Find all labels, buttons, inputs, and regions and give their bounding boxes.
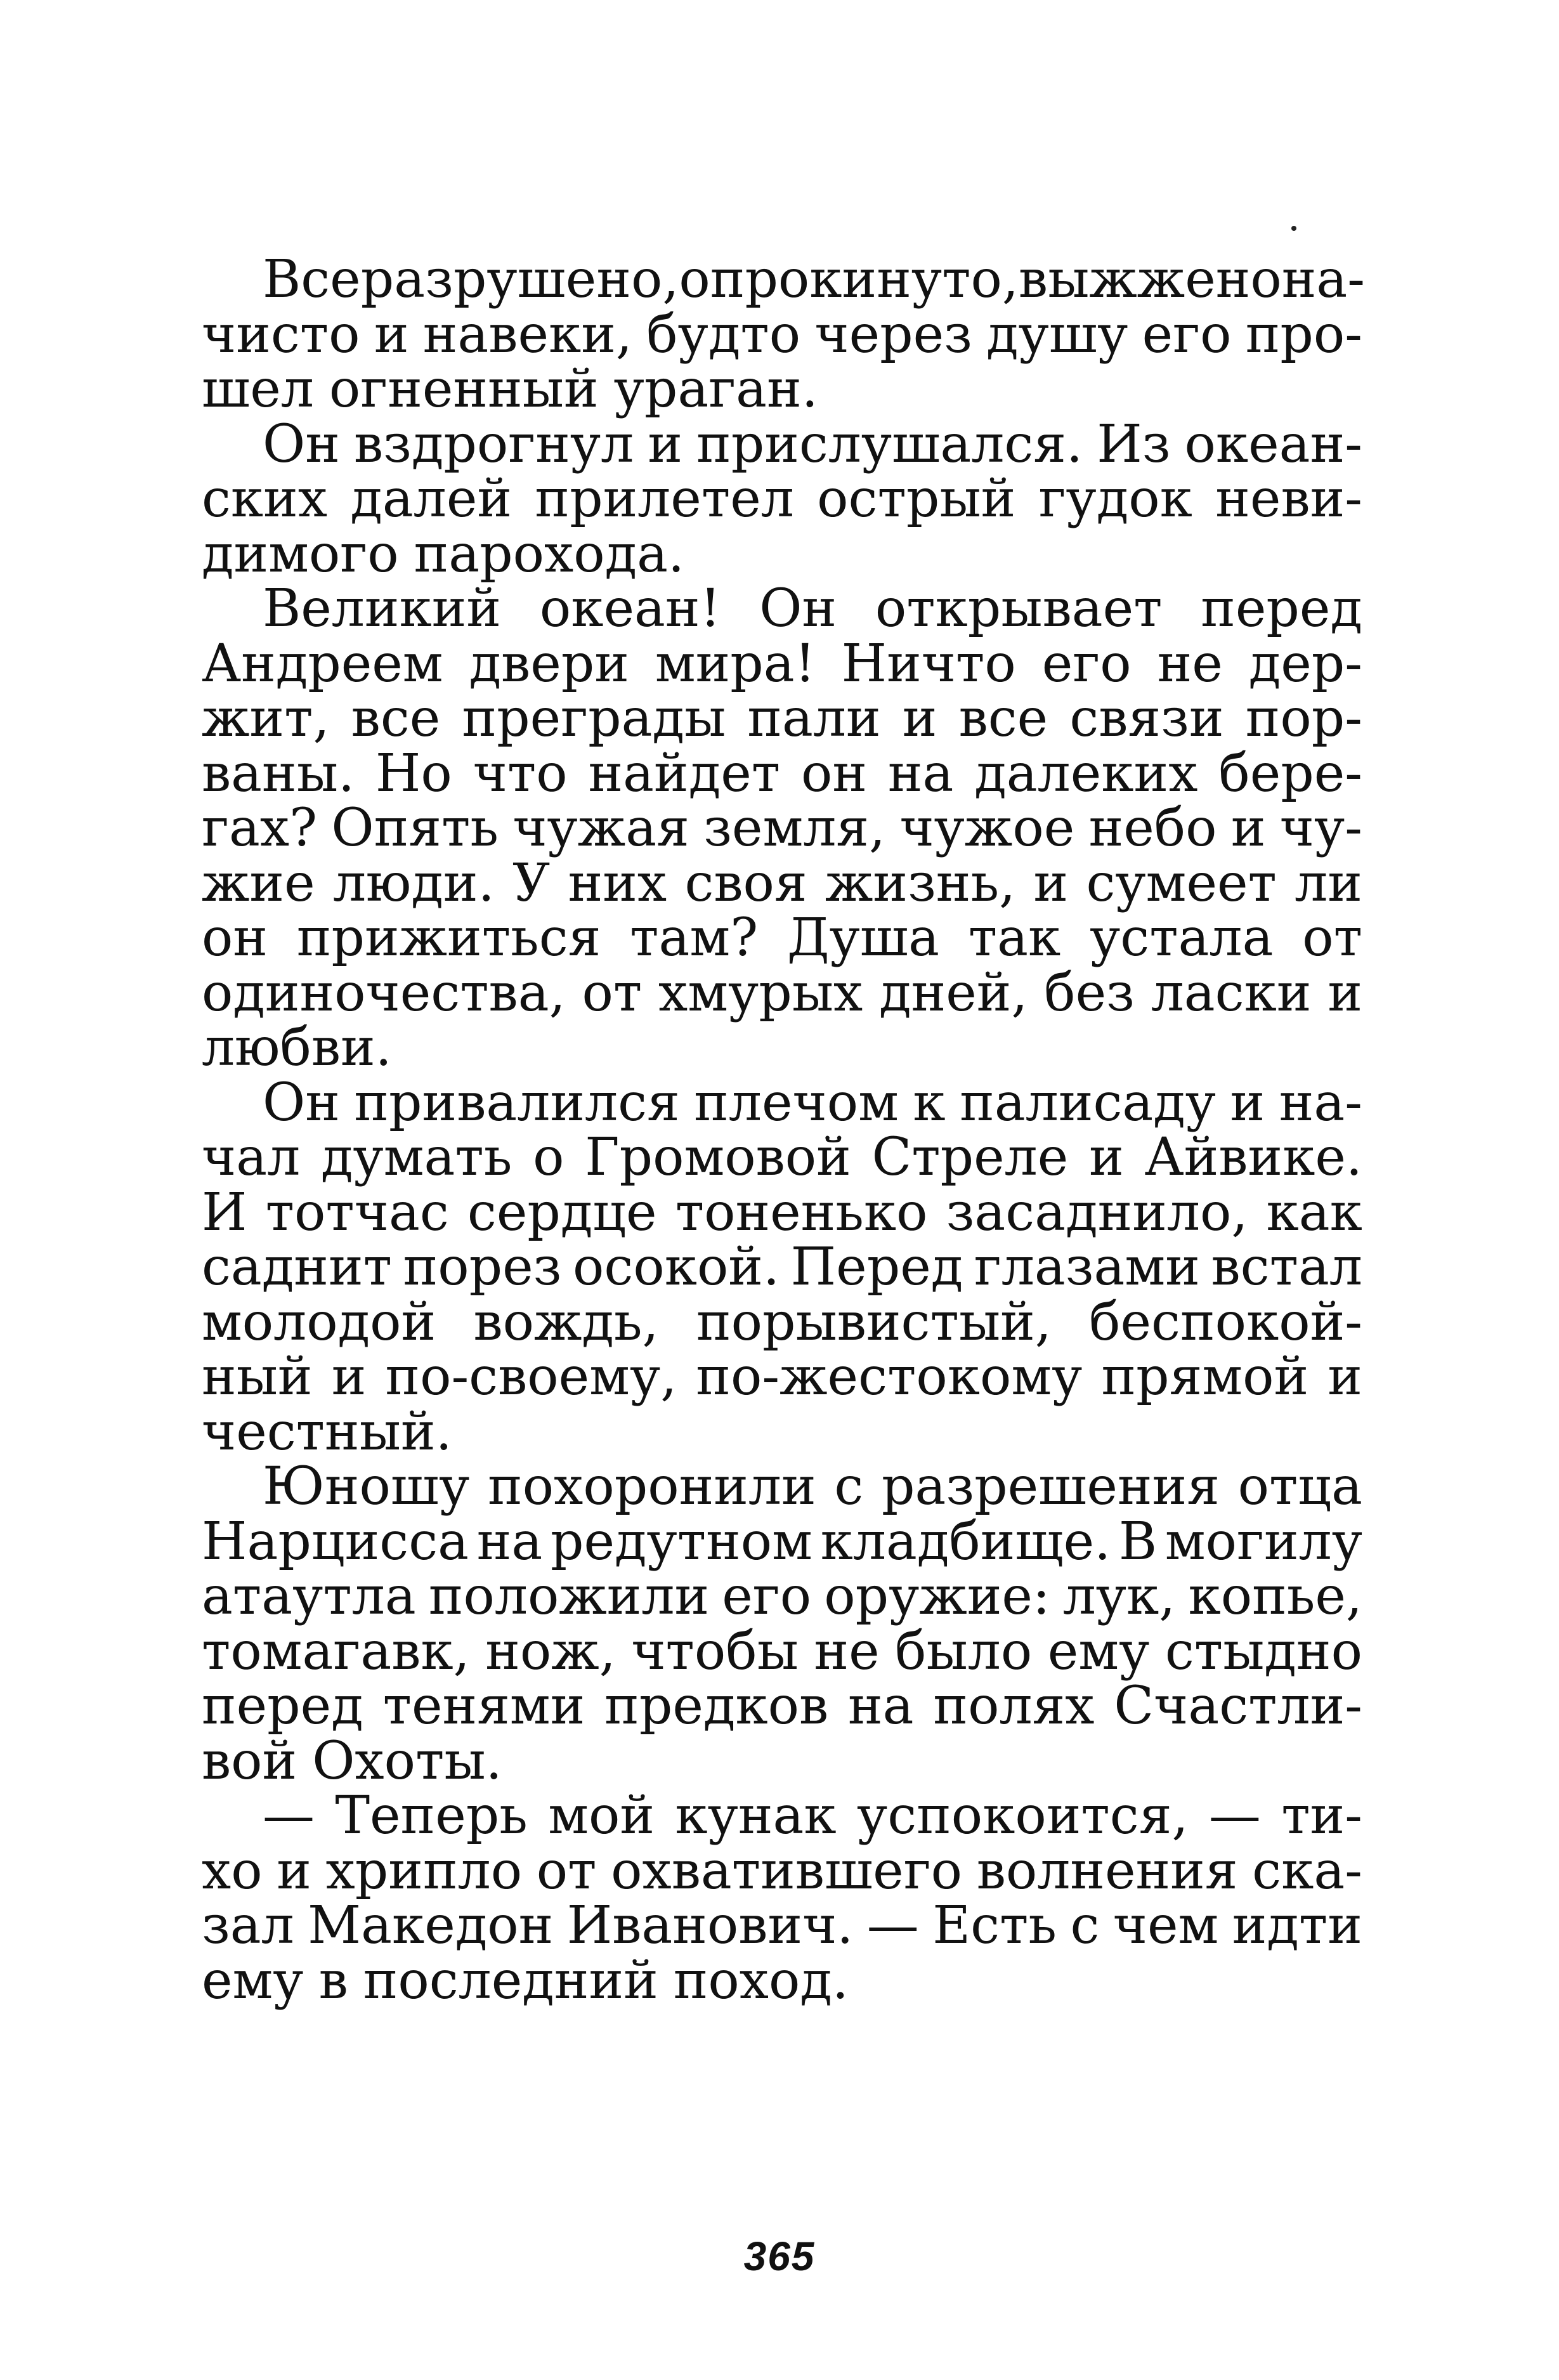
word: ласки (1151, 962, 1312, 1023)
word: его (722, 1566, 812, 1626)
text-line (202, 1895, 1362, 1956)
word: далей (350, 469, 512, 529)
word: его (1142, 304, 1232, 365)
word: — (263, 1786, 315, 1846)
text-line (202, 1511, 1362, 1572)
word: томагавк, (202, 1621, 470, 1682)
text-line (202, 1291, 1362, 1352)
text-line (202, 249, 1366, 310)
word: ный (202, 1347, 313, 1407)
word: без (1044, 962, 1135, 1023)
word: перед (202, 1676, 363, 1736)
word: атаутла (202, 1566, 416, 1626)
word: засаднило, (946, 1182, 1248, 1243)
word: кунак (675, 1786, 837, 1846)
word: жит, (202, 688, 330, 749)
word: разрушено, (360, 249, 679, 310)
text-line (202, 1017, 1362, 1078)
word: навеки, (422, 304, 632, 365)
text-line (202, 1401, 1362, 1462)
word: было (895, 1621, 1033, 1682)
word: на- (1281, 249, 1366, 310)
word: ему (1047, 1621, 1150, 1682)
word: копье, (1188, 1566, 1362, 1626)
word: Счастли- (1114, 1676, 1362, 1736)
word: вождь, (473, 1291, 659, 1352)
word: сумеет (1086, 853, 1277, 913)
word: чужая (512, 798, 689, 858)
word: шел (202, 359, 314, 419)
word: Иванович. (566, 1895, 854, 1956)
word: мира! (655, 633, 816, 694)
word: чем (1112, 1895, 1219, 1956)
word: люди. (332, 853, 495, 913)
word: связи (1069, 688, 1224, 749)
word: хо (202, 1840, 263, 1901)
word: чтобы (631, 1621, 799, 1682)
word: все (351, 688, 441, 749)
word: отца (1237, 1456, 1362, 1517)
word: тотчас (265, 1182, 449, 1243)
word: на (476, 1511, 543, 1572)
word: своя (684, 853, 807, 913)
word: одиночества, (202, 962, 566, 1023)
text-line (202, 1347, 1362, 1407)
word: кладбище. (820, 1511, 1111, 1572)
word: ти- (1281, 1786, 1362, 1846)
text-line (202, 1566, 1362, 1626)
word: порез (403, 1237, 562, 1297)
word: выжжено (1018, 249, 1282, 310)
word: — (866, 1895, 919, 1956)
word: ских (202, 469, 328, 529)
word: и (1327, 1347, 1362, 1407)
text-line (202, 962, 1362, 1023)
word: и (277, 1840, 311, 1901)
word: и (374, 304, 409, 365)
word: не (1157, 633, 1223, 694)
word: Громовой (585, 1127, 851, 1187)
word: палисаду (960, 1072, 1217, 1133)
text-line (202, 1730, 1362, 1791)
word: все (958, 688, 1048, 749)
word: чал (202, 1127, 301, 1187)
word: перед (1201, 579, 1362, 639)
word: охватившего (611, 1840, 963, 1901)
word: небо (1088, 798, 1217, 858)
text-line (202, 469, 1362, 529)
word: двери (469, 633, 629, 694)
word: успокоится, (856, 1786, 1189, 1846)
word: тенями (382, 1676, 585, 1736)
word: беспокой- (1089, 1291, 1362, 1352)
word: Охоты. (312, 1730, 502, 1791)
word: стыдно (1164, 1621, 1362, 1682)
word: по-своему, (385, 1347, 677, 1407)
word: зал (202, 1895, 294, 1956)
text-line (202, 1237, 1362, 1297)
word: ли (1295, 853, 1362, 913)
print-speck (1291, 226, 1296, 231)
word: порывистый, (696, 1291, 1052, 1352)
word: поход. (673, 1950, 849, 2011)
word: устала (1090, 908, 1274, 968)
text-line (202, 908, 1362, 968)
word: от (582, 962, 643, 1023)
text-line (202, 1840, 1362, 1901)
word: гах? (202, 798, 318, 858)
word: по-жестокому (696, 1347, 1083, 1407)
word: прижиться (296, 908, 601, 968)
word: предков (604, 1676, 829, 1736)
word: далеких (974, 743, 1198, 804)
word: плечом (694, 1072, 899, 1133)
word: его (1041, 633, 1132, 694)
word: идти (1232, 1895, 1362, 1956)
word: о (533, 1127, 564, 1187)
word: осокой. (573, 1237, 780, 1297)
text-line (202, 743, 1362, 804)
word: хрипло (325, 1840, 523, 1901)
text-line (202, 1456, 1362, 1517)
word: огненный (329, 359, 599, 419)
word: будто (646, 304, 801, 365)
word: и (648, 414, 682, 474)
word: и (902, 688, 937, 749)
word: оружие: (824, 1566, 1050, 1626)
word: как (1266, 1182, 1362, 1243)
word: ска- (1252, 1840, 1362, 1901)
word: не (814, 1621, 880, 1682)
word: с (834, 1456, 864, 1517)
word: так (968, 908, 1061, 968)
word: Македон (308, 1895, 554, 1956)
word: хмурых (658, 962, 863, 1023)
word: полях (933, 1676, 1095, 1736)
word: Перед (790, 1237, 963, 1297)
page-number: 365 (743, 2233, 816, 2279)
word: прямой (1101, 1347, 1309, 1407)
word: Стреле (871, 1127, 1069, 1187)
word: чужое (899, 798, 1075, 858)
text-line (202, 633, 1362, 694)
word: саднит (202, 1237, 392, 1297)
word: прислушался. (696, 414, 1083, 474)
word: земля, (703, 798, 886, 858)
word: Душа (786, 908, 939, 968)
word: положили (428, 1566, 710, 1626)
word: на (848, 1676, 914, 1736)
word: честный. (202, 1401, 452, 1462)
word: в (318, 1950, 348, 2011)
word: жизнь, (825, 853, 1016, 913)
word: гудок (1038, 469, 1192, 529)
word: Ничто (841, 633, 1016, 694)
text-line (202, 1621, 1362, 1682)
word: Он (263, 1072, 340, 1133)
word: Он (263, 414, 340, 474)
text-line (202, 1072, 1362, 1133)
word: ваны. (202, 743, 355, 804)
word: с (1070, 1895, 1100, 1956)
word: У (512, 853, 551, 913)
word: и (1230, 1072, 1265, 1133)
word: димого (202, 523, 399, 584)
word: и (1033, 853, 1069, 913)
word: Он (759, 579, 837, 639)
word: неви- (1215, 469, 1362, 529)
word: от (1302, 908, 1362, 968)
word: опрокинуто, (679, 249, 1019, 310)
word: душу (986, 304, 1128, 365)
word: вой (202, 1730, 297, 1791)
word: ураган. (613, 359, 818, 419)
word: Андреем (202, 633, 443, 694)
word: Юношу (263, 1456, 470, 1517)
word: Великий (263, 579, 502, 639)
text-line (202, 304, 1362, 365)
word: пор- (1245, 688, 1362, 749)
word: Все (263, 249, 361, 310)
text-line (202, 1182, 1362, 1243)
word: прилетел (535, 469, 794, 529)
word: Опять (331, 798, 499, 858)
word: любви. (202, 1017, 392, 1078)
word: океан! (539, 579, 721, 639)
text-line (202, 688, 1362, 749)
word: чисто (202, 304, 360, 365)
word: В (1118, 1511, 1158, 1572)
word: жие (202, 853, 315, 913)
word: на (887, 743, 954, 804)
word: к (913, 1072, 946, 1133)
word: — (1208, 1786, 1261, 1846)
word: пали (747, 688, 881, 749)
word: последний (363, 1950, 658, 2011)
body-text (202, 249, 1366, 2011)
word: на- (1279, 1072, 1362, 1133)
word: найдет (588, 743, 781, 804)
text-line (202, 359, 1362, 419)
word: молодой (202, 1291, 436, 1352)
word: них (568, 853, 667, 913)
word: Но (375, 743, 452, 804)
word: думать (320, 1127, 512, 1187)
word: и (1089, 1127, 1124, 1187)
word: он (202, 908, 268, 968)
word: похоронили (488, 1456, 816, 1517)
word: Теперь (335, 1786, 528, 1846)
word: океан- (1184, 414, 1362, 474)
word: встал (1211, 1237, 1362, 1297)
text-line (202, 798, 1362, 858)
word: глазами (974, 1237, 1200, 1297)
word: и (1230, 798, 1266, 858)
word: про- (1245, 304, 1362, 365)
word: чу- (1279, 798, 1362, 858)
word: волнения (976, 1840, 1238, 1901)
word: там? (630, 908, 759, 968)
text-line (202, 1676, 1362, 1736)
word: нож, (485, 1621, 616, 1682)
word: и (331, 1347, 367, 1407)
text-line (202, 1127, 1362, 1187)
word: через (814, 304, 972, 365)
word: и (1327, 962, 1362, 1023)
word: редутном (550, 1511, 812, 1572)
word: мой (548, 1786, 655, 1846)
word: И (202, 1182, 247, 1243)
word: дней, (879, 962, 1028, 1023)
word: Нарцисса (202, 1511, 469, 1572)
word: привалился (354, 1072, 680, 1133)
text-line (202, 523, 1362, 584)
word: открывает (875, 579, 1163, 639)
text-line (202, 1950, 1362, 2011)
word: сердце (467, 1182, 657, 1243)
word: парохода. (414, 523, 685, 584)
word: острый (817, 469, 1016, 529)
word: он (800, 743, 867, 804)
word: разрешения (882, 1456, 1220, 1517)
word: преграды (462, 688, 726, 749)
word: лук, (1062, 1566, 1176, 1626)
word: вздрогнул (354, 414, 634, 474)
word: что (473, 743, 568, 804)
text-line (202, 414, 1362, 474)
word: от (536, 1840, 597, 1901)
word: могилу (1164, 1511, 1362, 1572)
word: ему (202, 1950, 304, 2011)
text-line (202, 579, 1362, 639)
word: Есть (932, 1895, 1057, 1956)
word: бере- (1218, 743, 1362, 804)
word: Айвике. (1144, 1127, 1362, 1187)
word: дер- (1248, 633, 1362, 694)
word: Из (1097, 414, 1171, 474)
text-line (202, 1786, 1362, 1846)
word: тоненько (675, 1182, 928, 1243)
text-line (202, 853, 1362, 913)
